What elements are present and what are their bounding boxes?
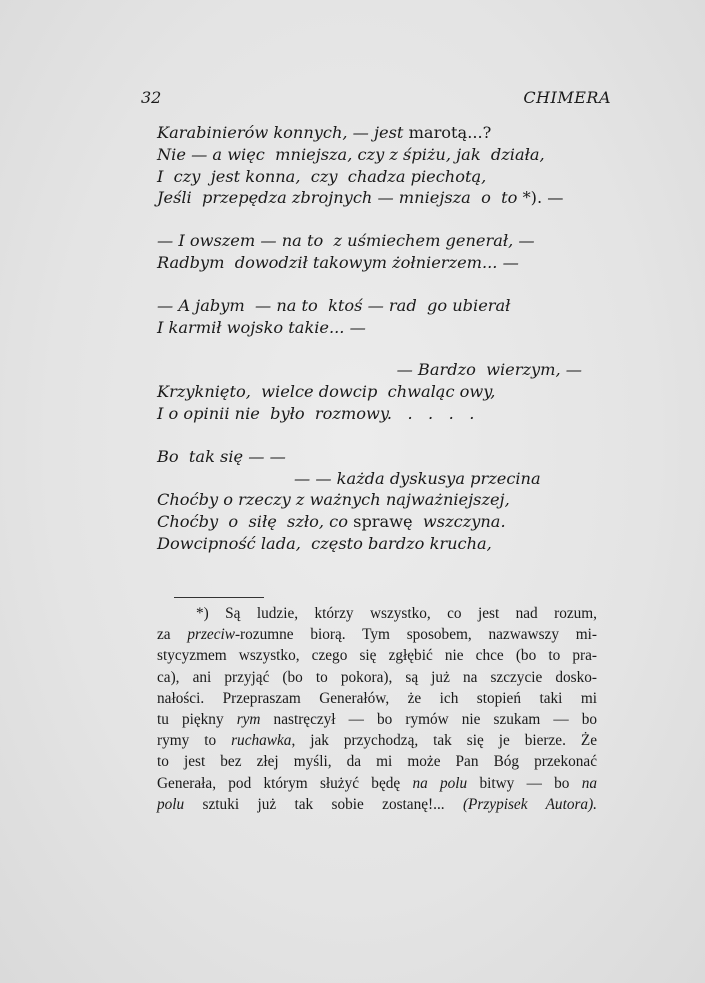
page-number: 32 — [141, 88, 162, 107]
fn-emphasis: na — [581, 774, 597, 792]
verse-line: I o opinii nie było rozmowy. . . . . — [157, 403, 475, 423]
footnote-line — [157, 794, 597, 815]
footnote-marker: *). — — [522, 188, 564, 208]
stanza-break — [157, 425, 612, 446]
fn-text: sztuki już tak sobie zostanę!... — [184, 795, 463, 813]
verse-italic: wszczyna. — [412, 512, 506, 532]
footnote-line — [157, 709, 597, 730]
verse-italic: Karabinierów konnych, — jest — [157, 123, 409, 142]
verse-roman: sprawę — [353, 512, 413, 532]
poem-text — [157, 122, 612, 555]
fn-emphasis: rym — [236, 710, 261, 728]
footnote-attribution: (Przypisek Autora). — [462, 795, 597, 813]
verse-line — [157, 511, 612, 533]
verse-line: — I owszem — na to z uśmiechem generał, — — [157, 231, 535, 251]
running-title: CHIMERA — [523, 88, 611, 107]
verse-line: — Bardzo wierzym, — — [396, 360, 582, 380]
verse-roman: marotą...? — [408, 123, 492, 142]
verse-line: Radbym dowodził takowym żołnierzem... — — [157, 252, 519, 272]
verse-line: — — każda dyskusya przecina — [294, 468, 541, 488]
footnote-line: ca), ani przyjąć (bo to pokora), są już na szczycie dosko- — [157, 668, 597, 686]
verse-line: Dowcipność lada, często bardzo krucha, — [157, 533, 492, 553]
footnote-line — [157, 730, 597, 751]
fn-emphasis: ruchawka — [231, 732, 292, 750]
footnote-line — [157, 624, 597, 645]
fn-text: -rozumne biorą. Tym sposobem, nazwawszy mi- — [234, 626, 597, 644]
verse-line: — A jabym — na to ktoś — rad go ubierał — [157, 295, 511, 315]
footnote-rule — [174, 597, 264, 598]
verse-line — [157, 187, 612, 209]
footnote-line: nałości. Przepraszam Generałów, że ich stopień taki mi — [157, 689, 597, 707]
verse-line: I czy jest konna, czy chadza piechotą, — [157, 166, 487, 186]
verse-line: Bo tak się — — — [157, 446, 286, 466]
fn-emphasis: polu — [157, 795, 185, 813]
verse-line: Krzyknięto, wielce dowcip chwaląc owy, — [157, 382, 496, 402]
stanza-break — [157, 209, 612, 230]
fn-text: rymy to — [157, 732, 232, 750]
footnote-line: *) Są ludzie, którzy wszystko, co jest nad rozum, — [196, 605, 597, 622]
fn-text: nastręczył — bo rymów nie szukam — bo — [260, 710, 597, 728]
fn-text: tu piękny — [157, 710, 237, 728]
fn-text: Generała, pod którym służyć będę — [157, 774, 413, 792]
stanza-break — [157, 274, 612, 295]
verse-italic: Jeśli przepędza zbrojnych — mniejsza o to — [157, 188, 523, 208]
verse-line — [157, 122, 612, 144]
verse-line: Nie — a więc mniejsza, czy z śpiżu, jak działa, — [157, 144, 545, 164]
fn-text: , jak przychodzą, tak się je bierze. Że — [291, 732, 598, 750]
verse-italic: Choćby o siłę szło, co — [157, 512, 354, 532]
fn-emphasis: przeciw — [187, 626, 235, 644]
footnote-line — [157, 773, 597, 794]
footnote — [157, 603, 597, 815]
fn-emphasis: na polu — [412, 774, 468, 792]
fn-text: bitwy — bo — [467, 774, 582, 792]
stanza-break — [157, 338, 612, 359]
footnote-line: to jest bez złej myśli, da mi może Pan Bóg przekonać — [157, 753, 597, 771]
running-header — [141, 88, 611, 110]
footnote-line: stycyzmem wszystko, czego się zgłębić nie chce (bo to pra- — [157, 647, 597, 665]
verse-line: I karmił wojsko takie... — — [157, 317, 366, 337]
verse-line: Choćby o rzeczy z ważnych najważniejszej, — [157, 490, 510, 510]
fn-text: za — [157, 626, 188, 644]
